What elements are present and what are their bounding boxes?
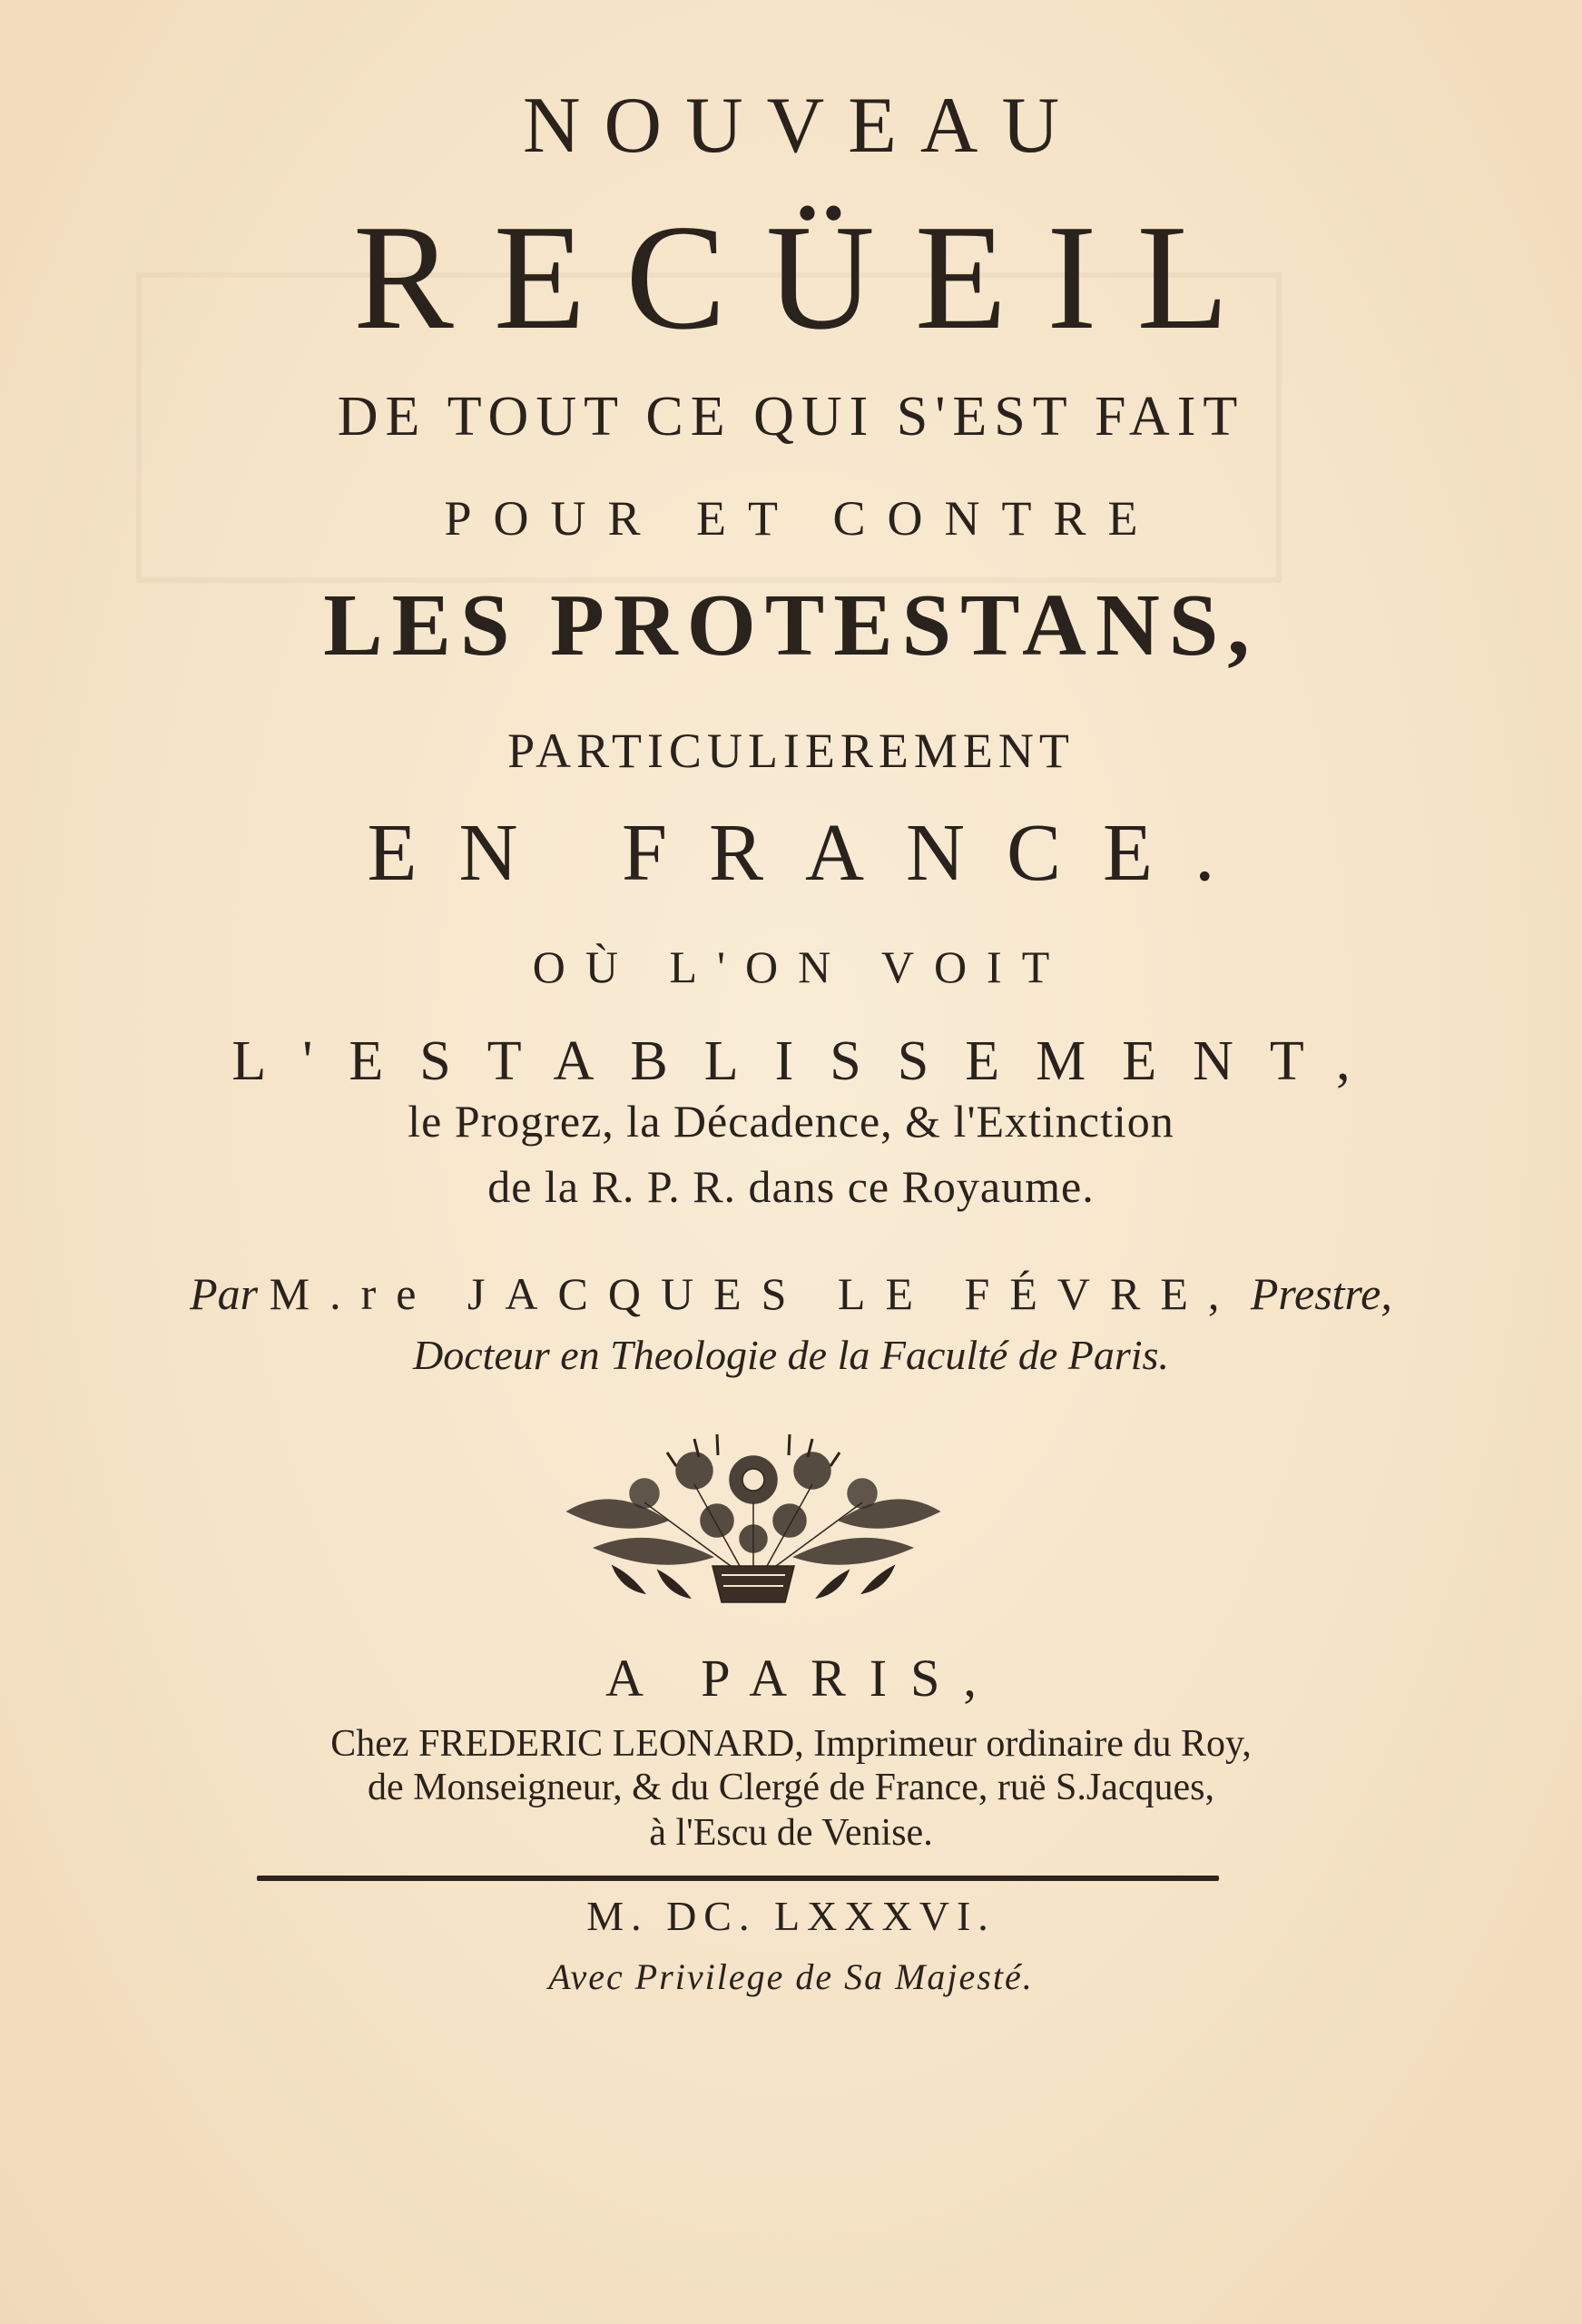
subtitle-progrez: le Progrez, la Décadence, & l'Extinction xyxy=(408,1096,1174,1147)
subtitle-protestans: LES PROTESTANS, xyxy=(323,576,1259,675)
subtitle-ou-lon-voit: OÙ L'ON VOIT xyxy=(532,941,1070,992)
subtitle-particulierement: PARTICULIEREMENT xyxy=(507,724,1075,778)
rule-divider xyxy=(257,1876,1219,1881)
royal-privilege: Avec Privilege de Sa Majesté. xyxy=(548,1956,1034,1997)
title-word-nouveau: NOUVEAU xyxy=(522,82,1084,170)
subtitle-line-2: POUR ET CONTRE xyxy=(444,491,1160,546)
imprint-city: A PARIS, xyxy=(605,1649,1000,1708)
subtitle-rpr: de la R. P. R. dans ce Royaume. xyxy=(487,1161,1095,1212)
author-par: Par xyxy=(190,1268,259,1319)
imprint-address: de Monseigneur, & du Clergé de France, ruë S.Jacques, xyxy=(368,1767,1214,1808)
subtitle-line-1: DE TOUT CE QUI S'EST FAIT xyxy=(337,386,1245,448)
subtitle-establissement: L'ESTABLISSEMENT, xyxy=(231,1030,1387,1092)
author-line xyxy=(0,1268,1582,1319)
author-role: Prestre, xyxy=(1250,1268,1392,1319)
publication-year: M. DC. LXXXVI. xyxy=(586,1893,996,1939)
flower-basket-ornament-icon xyxy=(558,1430,948,1607)
subtitle-en-france: EN FRANCE. xyxy=(367,808,1257,898)
imprint-printer: Chez FREDERIC LEONARD, Imprimeur ordinaire du Roy, xyxy=(330,1723,1252,1765)
author-name: M.re JACQUES LE FÉVRE, xyxy=(269,1268,1240,1319)
author-credentials: Docteur en Theologie de la Faculté de Paris. xyxy=(413,1332,1169,1378)
imprint-sign: à l'Escu de Venise. xyxy=(649,1812,933,1854)
title-word-recueil: RECÜEIL xyxy=(353,193,1269,360)
